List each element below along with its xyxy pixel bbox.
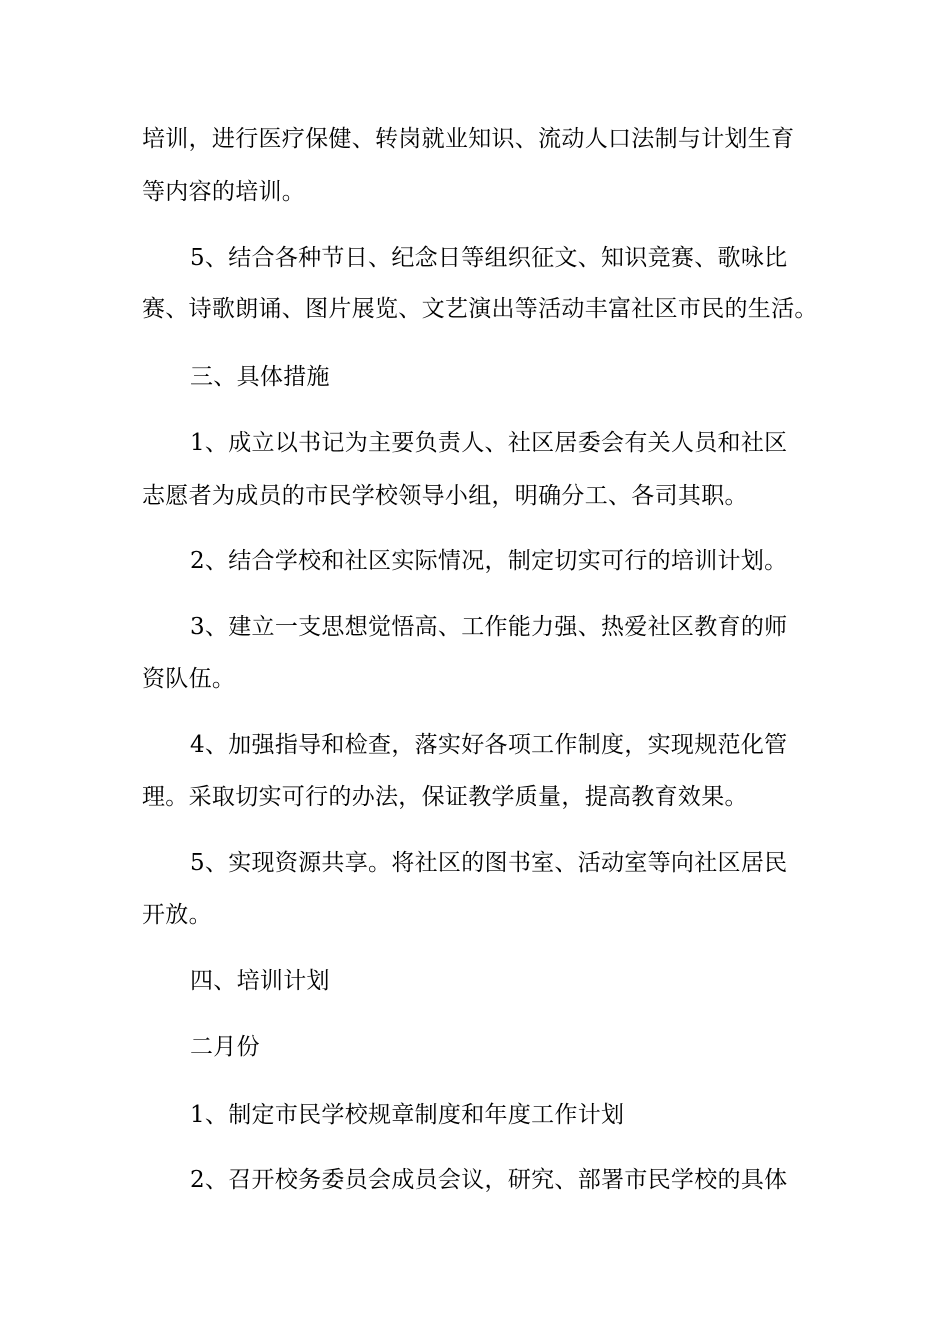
paragraph-line: 培训，进行医疗保健、转岗就业知识、流动人口法制与计划生育 — [142, 126, 795, 152]
paragraph-line: 2、召开校务委员会成员会议，研究、部署市民学校的具体 — [190, 1167, 788, 1193]
paragraph-line: 1、制定市民学校规章制度和年度工作计划 — [190, 1102, 625, 1128]
paragraph-line: 2、结合学校和社区实际情况，制定切实可行的培训计划。 — [190, 548, 788, 574]
paragraph-line: 理。采取切实可行的办法，保证教学质量，提高教育效果。 — [142, 784, 748, 810]
paragraph-line: 5、实现资源共享。将社区的图书室、活动室等向社区居民 — [190, 850, 788, 876]
paragraph-line: 等内容的培训。 — [142, 179, 306, 205]
paragraph-line: 5、结合各种节日、纪念日等组织征文、知识竞赛、歌咏比 — [190, 245, 788, 271]
paragraph-line: 开放。 — [142, 902, 212, 928]
paragraph-line: 1、成立以书记为主要负责人、社区居委会有关人员和社区 — [190, 430, 788, 456]
paragraph-line: 志愿者为成员的市民学校领导小组，明确分工、各司其职。 — [142, 483, 748, 509]
paragraph-line: 赛、诗歌朗诵、图片展览、文艺演出等活动丰富社区市民的生活。 — [142, 296, 818, 322]
paragraph-line: 4、加强指导和检查，落实好各项工作制度，实现规范化管 — [190, 732, 788, 758]
paragraph-line: 3、建立一支思想觉悟高、工作能力强、热爱社区教育的师 — [190, 614, 788, 640]
section-heading: 三、具体措施 — [190, 364, 330, 390]
subheading: 二月份 — [190, 1034, 260, 1060]
section-heading: 四、培训计划 — [190, 968, 330, 994]
paragraph-line: 资队伍。 — [142, 666, 236, 692]
